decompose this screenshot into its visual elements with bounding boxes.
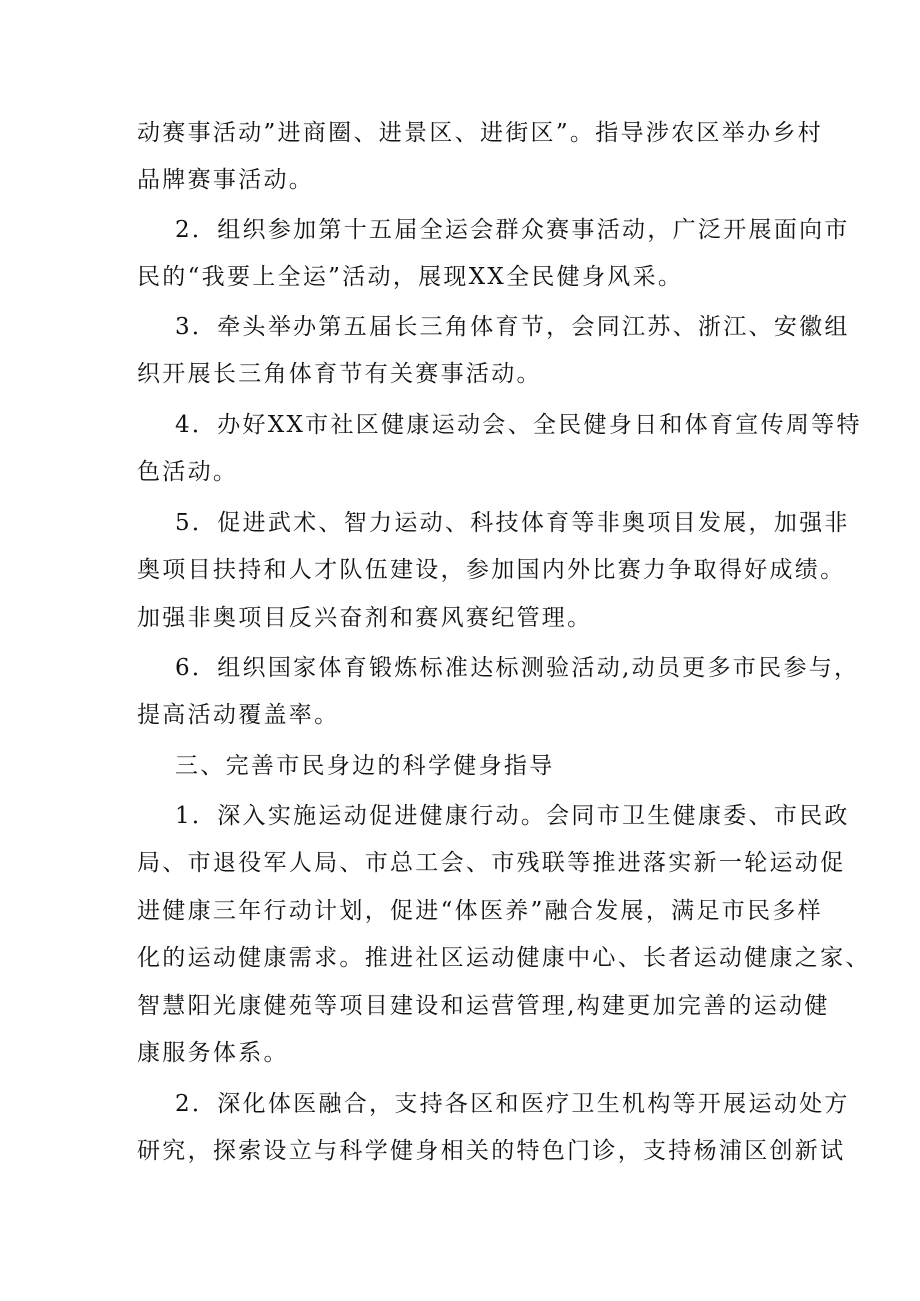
paragraph-start: 6．组织国家体育锻炼标准达标测验活动,动员更多市民参与，: [175, 655, 860, 681]
text-line: 品牌赛事活动。: [137, 167, 315, 193]
paragraph-start: 3．牵头举办第五届长三角体育节，会同江苏、浙江、安徽组: [175, 314, 850, 340]
paragraph-start: 2．组织参加第十五届全运会群众赛事活动，广泛开展面向市: [175, 217, 850, 243]
text-line: 动赛事活动”进商圈、进景区、进街区”。指导涉农区举办乡村: [137, 120, 823, 146]
text-line: 加强非奥项目反兴奋剂和赛风赛纪管理。: [137, 605, 593, 631]
paragraph-start: 4．办好XX市社区健康运动会、全民健身日和体育宣传周等特: [175, 412, 862, 438]
text-line: 奥项目扶持和人才队伍建设，参加国内外比赛力争取得好成绩。: [137, 557, 846, 583]
paragraph-start: 5．促进武术、智力运动、科技体育等非奥项目发展，加强非: [175, 510, 850, 536]
paragraph-start: 1．深入实施运动促进健康行动。会同市卫生健康委、市民政: [175, 803, 850, 829]
text-line: 提高活动覆盖率。: [137, 702, 340, 728]
text-line: 康服务体系。: [137, 1040, 289, 1066]
text-line: 化的运动健康需求。推进社区运动健康中心、长者运动健康之家、: [137, 945, 871, 971]
text-line: 研究，探索设立与科学健身相关的特色门诊，支持杨浦区创新试: [137, 1138, 846, 1164]
text-line: 局、市退役军人局、市总工会、市残联等推进落实新一轮运动促: [137, 850, 846, 876]
text-line: 智慧阳光康健苑等项目建设和运营管理,构建更加完善的运动健: [137, 993, 830, 1019]
text-line: 民的“我要上全运”活动，展现XX全民健身风采。: [137, 264, 684, 290]
text-line: 进健康三年行动计划，促进“体医养”融合发展，满足市民多样: [137, 898, 823, 924]
text-line: 色活动。: [137, 459, 239, 485]
section-heading: 三、完善市民身边的科学健身指导: [175, 753, 555, 779]
paragraph-start: 2．深化体医融合，支持各区和医疗卫生机构等开展运动处方: [175, 1091, 850, 1117]
text-line: 织开展长三角体育节有关赛事活动。: [137, 361, 542, 387]
